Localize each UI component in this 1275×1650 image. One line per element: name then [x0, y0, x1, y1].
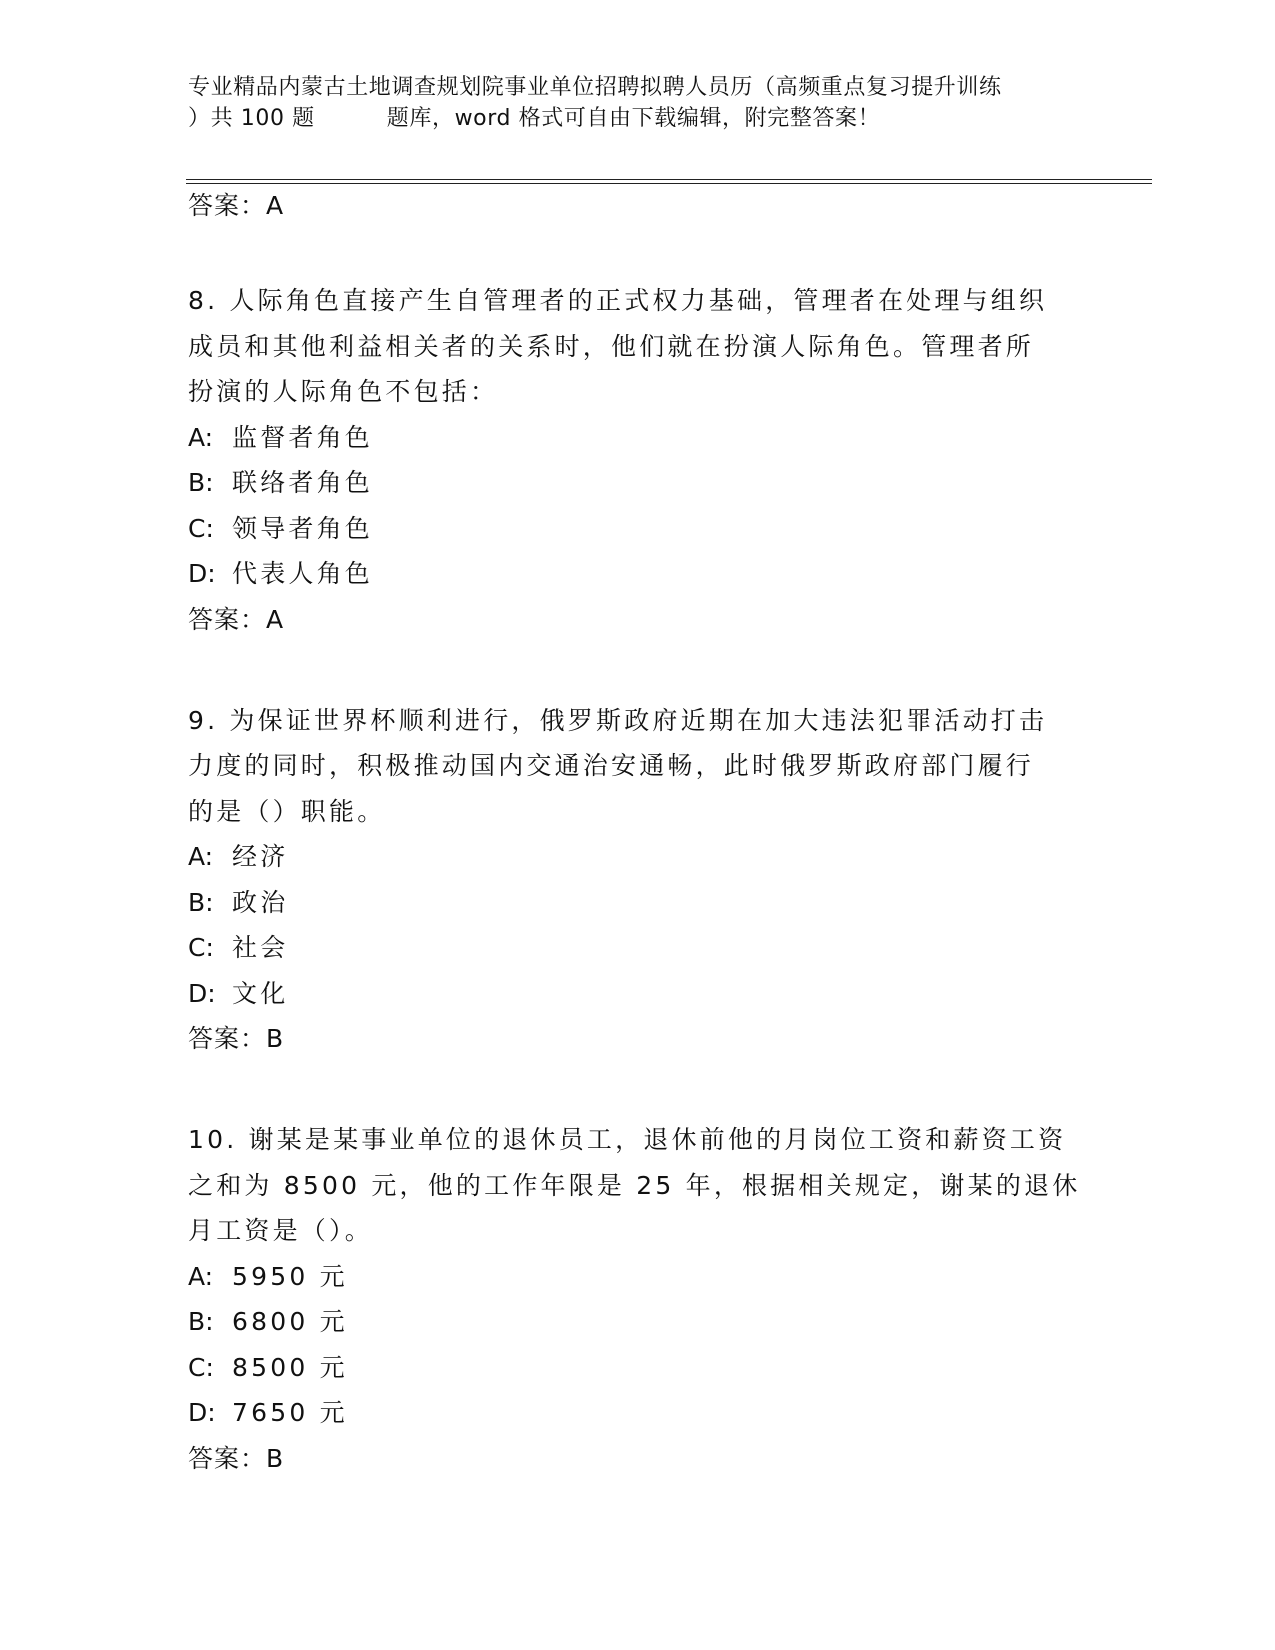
question-answer: 答案：B — [188, 1443, 285, 1473]
option-letter: B: — [188, 1307, 214, 1336]
option-text: 8500 元 — [232, 1352, 348, 1382]
question-list — [188, 188, 1081, 1481]
header-divider-thick — [186, 179, 1152, 180]
question-text-line: 8. 人际角色直接产生自管理者的正式权力基础，管理者在处理与组织 — [188, 286, 1048, 315]
question-text-line: 力度的同时，积极推动国内交通治安通畅，此时俄罗斯政府部门履行 — [188, 751, 1035, 780]
option-d — [188, 971, 1068, 1017]
option-d — [188, 551, 1068, 597]
option-text: 联络者角色 — [232, 468, 374, 497]
question-answer: 答案：B — [188, 1024, 285, 1053]
option-a — [188, 1254, 1068, 1300]
header-title-line1: 专业精品内蒙古土地调查规划院事业单位招聘拟聘人员历（高频重点复习提升训练 — [188, 75, 1002, 100]
option-letter: D: — [188, 1398, 216, 1427]
option-b — [188, 1299, 1068, 1345]
option-d — [188, 1390, 1068, 1436]
option-text: 社会 — [232, 933, 289, 962]
question-text-line: 成员和其他利益相关者的关系时，他们就在扮演人际角色。管理者所 — [188, 331, 1035, 361]
option-text: 监督者角色 — [232, 422, 374, 452]
option-letter: C: — [188, 513, 214, 543]
option-text: 经济 — [232, 842, 289, 871]
option-b — [188, 460, 1068, 506]
option-letter: A: — [188, 1261, 214, 1291]
question-text-line: 9. 为保证世界杯顺利进行，俄罗斯政府近期在加大违法犯罪活动打击 — [188, 705, 1048, 735]
option-letter: B: — [188, 887, 214, 917]
option-letter: D: — [188, 978, 216, 1008]
option-letter: A: — [188, 422, 214, 452]
question-text-line: 之和为 8500 元，他的工作年限是 25 年，根据相关规定，谢某的退休 — [188, 1170, 1081, 1200]
question-answer: 答案：A — [188, 604, 285, 634]
option-letter: D: — [188, 559, 216, 588]
option-c — [188, 925, 1068, 971]
header-question-count: ）共 100 题 — [188, 106, 315, 131]
option-a — [188, 415, 1068, 461]
option-text: 6800 元 — [232, 1307, 348, 1336]
header-title-line2 — [188, 103, 1088, 134]
option-text: 代表人角色 — [232, 559, 374, 588]
option-text: 文化 — [232, 978, 289, 1008]
question-text-line: 10. 谢某是某事业单位的退休员工，退休前他的月岗位工资和薪资工资 — [188, 1125, 1067, 1154]
option-text: 5950 元 — [232, 1261, 348, 1291]
option-b — [188, 880, 1068, 926]
question-text-line: 的是（）职能。 — [188, 796, 386, 826]
option-letter: C: — [188, 933, 214, 962]
header-description: 题库，word 格式可自由下载编辑，附完整答案！ — [386, 106, 881, 131]
page-header — [188, 72, 1088, 134]
previous-question-answer: 答案：A — [188, 191, 285, 220]
question-text-line: 扮演的人际角色不包括： — [188, 377, 499, 406]
option-text: 7650 元 — [232, 1398, 348, 1427]
option-letter: B: — [188, 468, 214, 497]
option-letter: A: — [188, 842, 214, 871]
question-item — [188, 698, 1068, 1062]
option-text: 政治 — [232, 887, 289, 917]
option-c — [188, 506, 1068, 552]
option-c — [188, 1345, 1068, 1391]
question-item — [188, 1117, 1081, 1481]
header-divider-thin — [186, 183, 1152, 184]
question-item — [188, 278, 1068, 642]
option-letter: C: — [188, 1352, 214, 1382]
option-a — [188, 834, 1068, 880]
option-text: 领导者角色 — [232, 513, 374, 543]
question-text-line: 月工资是（）。 — [188, 1216, 373, 1245]
